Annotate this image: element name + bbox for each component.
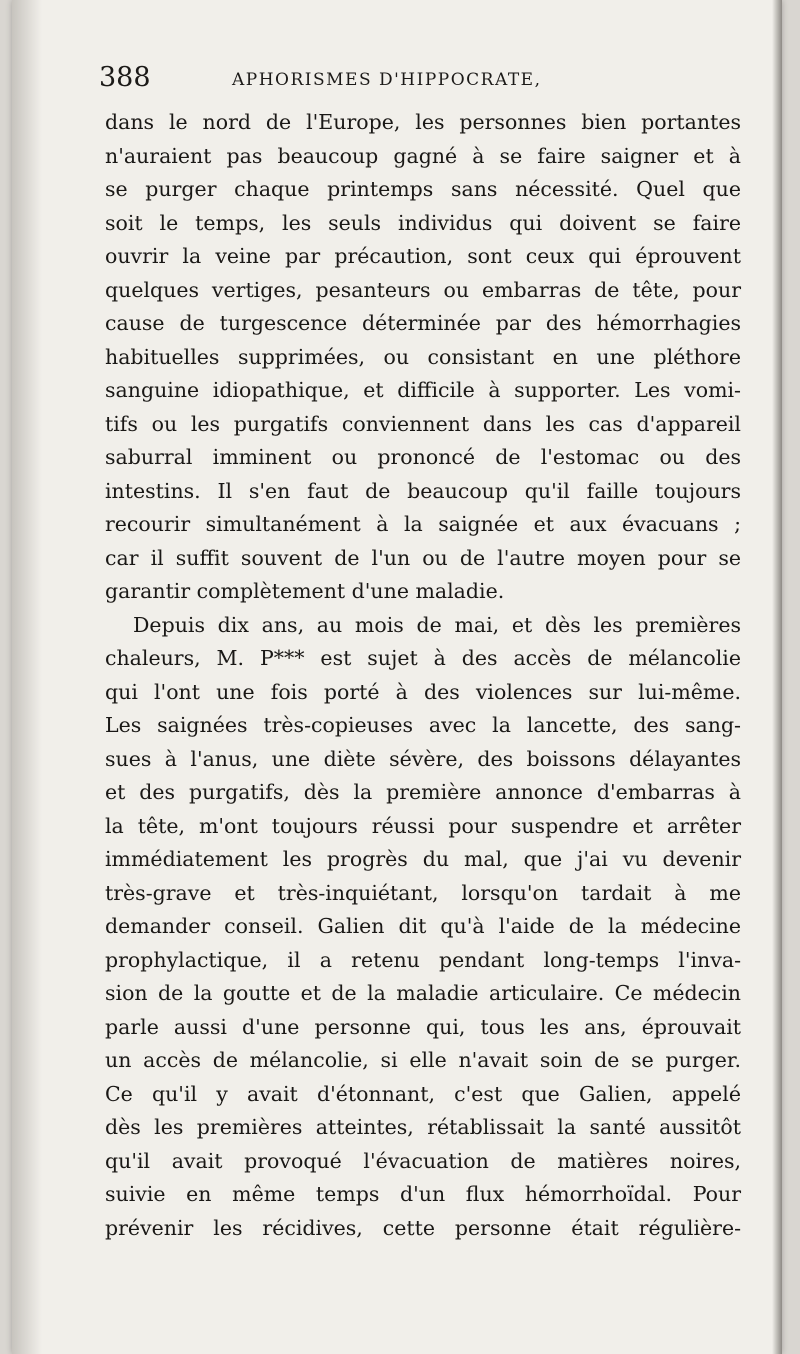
text-line: cause de turgescence déterminée par des hémorrhagies (105, 311, 741, 335)
text-line: et des purgatifs, dès la première annonce d'embarras à (105, 780, 741, 804)
text-line: la tête, m'ont toujours réussi pour suspendre et arrêter (105, 813, 741, 838)
text-line: tifs ou les purgatifs conviennent dans les cas d'appareil (105, 411, 741, 436)
text-line: ouvrir la veine par précaution, sont ceux qui éprouvent (105, 244, 741, 268)
text-line: car il suffit souvent de l'un ou de l'autre moyen pour se (105, 545, 741, 570)
text-line: se purger chaque printemps sans nécessité. Quel que (105, 177, 741, 201)
text-line: Les saignées très-copieuses avec la lancette, des sang- (105, 713, 741, 737)
page-header (99, 62, 699, 96)
text-line: dans le nord de l'Europe, les personnes bien portantes (105, 110, 741, 134)
text-line: garantir complètement d'une maladie. (105, 579, 505, 603)
text-line: sion de la goutte et de la maladie articulaire. Ce médecin (105, 981, 741, 1005)
text-line: recourir simultanément à la saignée et aux évacuans ; (105, 512, 741, 536)
text-line: prévenir les récidives, cette personne était régulière- (105, 1215, 741, 1240)
text-line: un accès de mélancolie, si elle n'avait soin de se purger. (105, 1048, 741, 1072)
text-line: dès les premières atteintes, rétablissait la santé aussitôt (105, 1115, 741, 1139)
text-line: immédiatement les progrès du mal, que j'ai vu devenir (105, 847, 741, 871)
text-line: chaleurs, M. P*** est sujet à des accès de mélancolie (105, 646, 741, 670)
page-number: 388 (99, 62, 151, 93)
text-line: demander conseil. Galien dit qu'à l'aide de la médecine (105, 914, 741, 938)
text-line: qu'il avait provoqué l'évacuation de matières noires, (105, 1148, 741, 1173)
text-line: prophylactique, il a retenu pendant long-temps l'inva- (105, 947, 741, 972)
text-line: n'auraient pas beaucoup gagné à se faire saigner et à (105, 143, 741, 168)
text-line: parle aussi d'une personne qui, tous les ans, éprouvait (105, 1014, 741, 1039)
text-line: très-grave et très-inquiétant, lorsqu'on tardait à me (105, 880, 741, 905)
paragraph (105, 106, 741, 609)
running-head: APHORISMES D'HIPPOCRATE, (232, 70, 542, 90)
text-line: sanguine idiopathique, et difficile à supporter. Les vomi- (105, 378, 741, 402)
text-line: suivie en même temps d'un flux hémorrhoïdal. Pour (105, 1182, 741, 1206)
text-line: soit le temps, les seuls individus qui doivent se faire (105, 210, 741, 235)
paragraph (105, 609, 741, 1246)
text-line: sues à l'anus, une diète sévère, des boissons délayantes (105, 746, 741, 771)
body-text (105, 106, 741, 1245)
text-line: Ce qu'il y avait d'étonnant, c'est que Galien, appelé (105, 1081, 741, 1106)
text-line: qui l'ont une fois porté à des violences sur lui-même. (105, 679, 741, 704)
text-line: saburral imminent ou prononcé de l'estomac ou des (105, 445, 741, 469)
text-line: Depuis dix ans, au mois de mai, et dès les premières (133, 612, 741, 637)
text-line: intestins. Il s'en faut de beaucoup qu'il faille toujours (105, 478, 741, 503)
text-line: quelques vertiges, pesanteurs ou embarras de tête, pour (105, 277, 741, 302)
text-line: habituelles supprimées, ou consistant en une pléthore (105, 344, 741, 369)
book-page (12, 0, 782, 1354)
